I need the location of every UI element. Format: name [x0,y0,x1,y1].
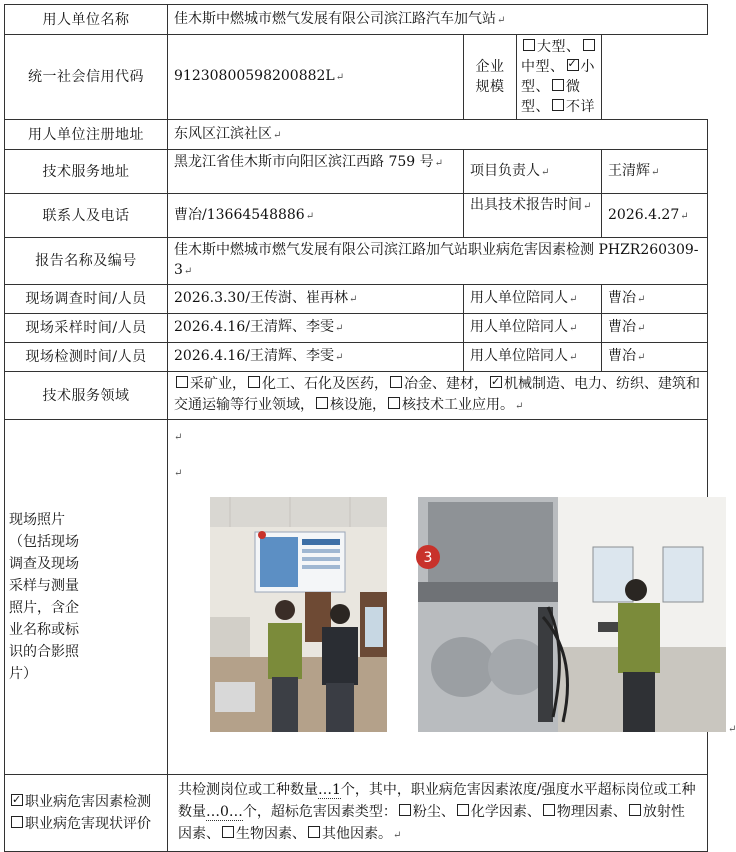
site-measurement-photo [418,497,726,732]
field-checkbox[interactable] [176,376,188,388]
hazard-option-label: 生物因素、 [236,826,306,842]
testing-value: 2026.4.16/王清辉、李雯↵ [168,343,464,372]
testing-accompany-label: 用人单位陪同人↵ [464,343,602,372]
survey-label: 现场调查时间/人员 [5,285,168,314]
hazard-option[interactable] [455,804,541,820]
hazard-option-label: 其他因素。 [322,826,392,842]
sampling-accompany-label: 用人单位陪同人↵ [464,314,602,343]
survey-accompany-label: 用人单位陪同人↵ [464,285,602,314]
info-form-table [4,4,736,852]
site-group-photo [210,497,387,732]
scale-options[interactable]: 大型、中型、✓ 小型、 微型、 不详 [517,35,602,119]
report-name-value: 佳木斯中燃城市燃气发展有限公司滨江路加气站职业病危害因素检测 PHZR260309-3↵ [168,238,708,285]
hazard-option-label: 物理因素、 [556,804,627,820]
credit-code-label: 统一社会信用代码 [5,35,168,120]
credit-code-value: 91230800598200882L↵ [168,35,464,120]
service-address-value: 黑龙江省佳木斯市向阳区滨江西路 759 号↵ [168,150,464,194]
field-option-label: 化工、石化及医药， [262,376,388,392]
summary-cell: 共检测岗位或工种数量…1个，其中，职业病危害因素浓度/强度水平超标岗位或工种数量…0…个，超标危害因素类型： 粉尘、 化学因素、 物理因素、 放射性因素、 生物因素、 其他因素。↵ [168,775,708,852]
reg-address-value: 东风区江滨社区↵ [168,120,708,150]
hazard-option-label: 化学因素、 [470,804,541,820]
field-checkbox[interactable] [490,376,502,388]
scale-checkbox[interactable] [567,59,579,71]
hazard-checkbox[interactable] [222,826,234,838]
hazard-option[interactable] [397,804,455,820]
detect-options[interactable] [5,775,168,852]
scale-option-label: 不详 [566,99,595,115]
field-option[interactable] [174,376,246,392]
field-checkbox[interactable] [248,376,260,388]
field-option-label: 核设施， [330,397,386,413]
hazard-option[interactable] [541,804,627,820]
hazard-checkbox[interactable] [308,826,320,838]
survey-value: 2026.3.30/王传澍、崔再林↵ [168,285,464,314]
hazard-checkbox[interactable] [457,804,469,816]
sampling-value: 2026.4.16/王清辉、李雯↵ [168,314,464,343]
sampling-accompany-value: 曹冶↵ [602,314,708,343]
field-option[interactable] [246,376,388,392]
scale-checkbox[interactable] [523,39,535,51]
project-lead-value: 王清辉↵ [602,150,708,194]
hazard-checkbox[interactable] [629,804,641,816]
project-lead-label: 项目负责人↵ [464,150,602,194]
photo-label: 现场照片（包括现场调查及现场采样与测量照片，含企业名称或标识的合影照片） [5,420,168,775]
field-option-label: 采矿业， [190,376,246,392]
hazard-option[interactable] [306,826,392,842]
detect-option-label: 职业病危害因素检测 [25,794,151,810]
unit-name-label: 用人单位名称 [5,5,168,35]
field-options[interactable]: 采矿业， 化工、石化及医药， 冶金、建材，✓ 机械制造、电力、纺织、建筑和交通运输等行业领域， 核设施， 核技术工业应用。↵ [168,372,708,420]
report-time-value: 2026.4.27↵ [602,194,708,238]
field-checkbox[interactable] [390,376,402,388]
survey-accompany-value: 曹冶↵ [602,285,708,314]
scale-option[interactable] [550,99,595,115]
field-option-label: 核技术工业应用。 [402,397,514,413]
scale-checkbox[interactable] [583,39,595,51]
detect-checkbox[interactable] [11,794,23,806]
field-label: 技术服务领域 [5,372,168,420]
detect-option[interactable] [9,794,151,810]
reg-address-label: 用人单位注册地址 [5,120,168,150]
scale-checkbox[interactable] [552,79,564,91]
contact-label: 联系人及电话 [5,194,168,238]
detect-checkbox[interactable] [11,816,23,828]
report-name-label: 报告名称及编号 [5,238,168,285]
hazard-option-label: 放射性因素、 [178,804,685,842]
field-checkbox[interactable] [316,397,328,409]
unit-name-value: 佳木斯中燃城市燃气发展有限公司滨江路汽车加气站↵ [168,5,708,35]
scale-option-label: 大型 [537,39,566,55]
field-option-label: 冶金、建材， [404,376,488,392]
scale-option[interactable] [521,39,566,55]
field-option-label: 机械制造、电力、纺织、建筑和交通运输等行业领域， [174,376,700,413]
detect-option[interactable] [9,816,151,832]
report-time-label: 出具技术报告时间↵ [464,194,602,238]
hazard-checkbox[interactable] [543,804,555,816]
testing-label: 现场检测时间/人员 [5,343,168,372]
svg-text:3: 3 [423,550,433,566]
field-option[interactable] [386,397,514,413]
contact-value: 曹冶/13664548886↵ [168,194,464,238]
scale-label: 企业 规模 大型、中型、✓ 小型、 微型、 不详 [464,35,602,120]
testing-accompany-value: 曹冶↵ [602,343,708,372]
sampling-label: 现场采样时间/人员 [5,314,168,343]
photo-cell: ↵ ↵ 3 ↵ [168,420,708,775]
field-checkbox[interactable] [388,397,400,409]
scale-option-label: 微型 [521,79,581,115]
hazard-checkbox[interactable] [399,804,411,816]
hazard-option[interactable] [220,826,306,842]
field-option[interactable] [314,397,386,413]
service-address-label: 技术服务地址 [5,150,168,194]
scale-checkbox[interactable] [552,99,564,111]
scale-option-label: 中型 [521,59,550,75]
hazard-option-label: 粉尘、 [412,804,455,820]
scale-option-label: 小型 [521,59,595,95]
field-option[interactable] [388,376,488,392]
detect-option-label: 职业病危害现状评价 [25,816,151,832]
